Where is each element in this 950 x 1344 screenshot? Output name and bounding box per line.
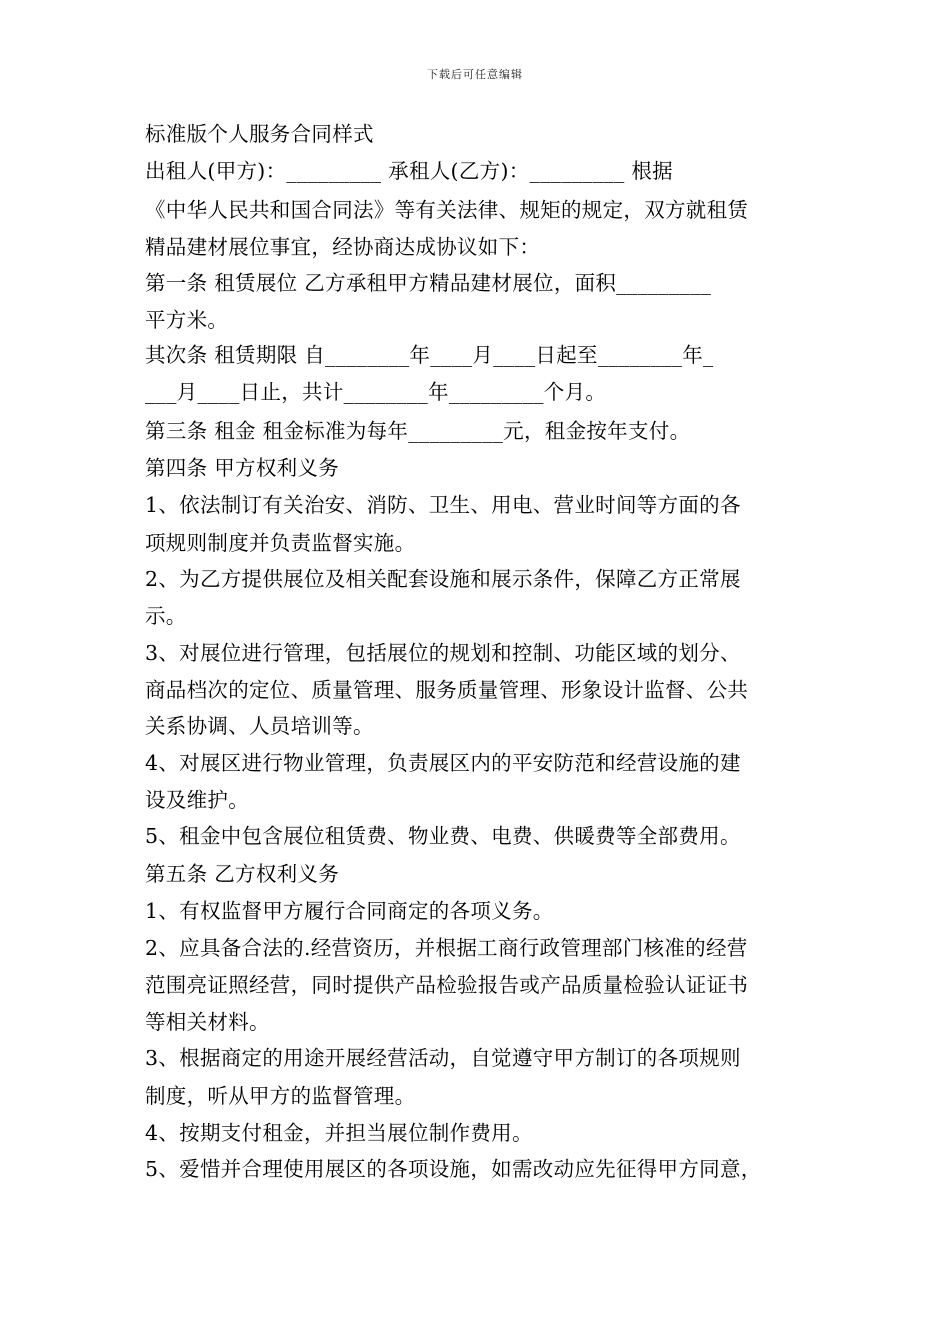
doc-line: 精品建材展位事宜，经协商达成协议如下：: [145, 235, 541, 259]
doc-line: 第一条 租赁展位 乙方承租甲方精品建材展位，面积_________: [145, 271, 712, 295]
doc-line: 4、按期支付租金，并担当展位制作费用。: [145, 1121, 533, 1145]
doc-line: 关系协调、人员培训等。: [145, 714, 374, 738]
doc-line: 等相关材料。: [145, 1010, 270, 1034]
doc-line: 《中华人民共和国合同法》等有关法律、规矩的规定，双方就租赁: [145, 198, 749, 222]
doc-line: 第五条 乙方权利义务: [145, 862, 340, 886]
doc-line: 平方米。: [145, 308, 229, 332]
doc-line: 2、为乙方提供展位及相关配套设施和展示条件，保障乙方正常展: [145, 567, 741, 591]
doc-line: 出租人(甲方)：_________ 承租人(乙方)：_________ 根据: [145, 159, 673, 183]
doc-line: 2、应具备合法的.经营资历，并根据工商行政管理部门核准的经营: [145, 936, 748, 960]
doc-line: 商品档次的定位、质量管理、服务质量管理、形象设计监督、公共: [145, 678, 749, 702]
doc-line: 3、根据商定的用途开展经营活动，自觉遵守甲方制订的各项规则: [145, 1046, 741, 1070]
doc-line: 4、对展区进行物业管理，负责展区内的平安防范和经营设施的建: [145, 751, 741, 775]
doc-line: 第四条 甲方权利义务: [145, 456, 340, 480]
doc-line: ___月____日止，共计________年_________个月。: [145, 380, 607, 404]
doc-title: 标准版个人服务合同样式: [145, 122, 374, 146]
doc-line: 5、租金中包含展位租赁费、物业费、电费、供暖费等全部费用。: [145, 824, 741, 848]
header-note: 下载后可任意编辑: [427, 68, 523, 81]
doc-line: 1、有权监督甲方履行合同商定的各项义务。: [145, 899, 554, 923]
doc-line: 示。: [145, 604, 187, 628]
doc-line: 设及维护。: [145, 788, 249, 812]
doc-line: 其次条 租赁期限 自________年____月____日起至________年_: [145, 343, 714, 367]
doc-line: 项规则制度并负责监督实施。: [145, 531, 416, 555]
doc-line: 范围亮证照经营，同时提供产品检验报告或产品质量检验认证证书: [145, 973, 749, 997]
doc-line: 1、依法制订有关治安、消防、卫生、用电、营业时间等方面的各: [145, 493, 741, 517]
doc-line: 3、对展位进行管理，包括展位的规划和控制、功能区域的划分、: [145, 641, 741, 665]
doc-line: 第三条 租金 租金标准为每年_________元，租金按年支付。: [145, 419, 691, 443]
doc-line: 5、爱惜并合理使用展区的各项设施，如需改动应先征得甲方同意，: [145, 1157, 762, 1181]
doc-line: 制度，听从甲方的监督管理。: [145, 1084, 416, 1108]
